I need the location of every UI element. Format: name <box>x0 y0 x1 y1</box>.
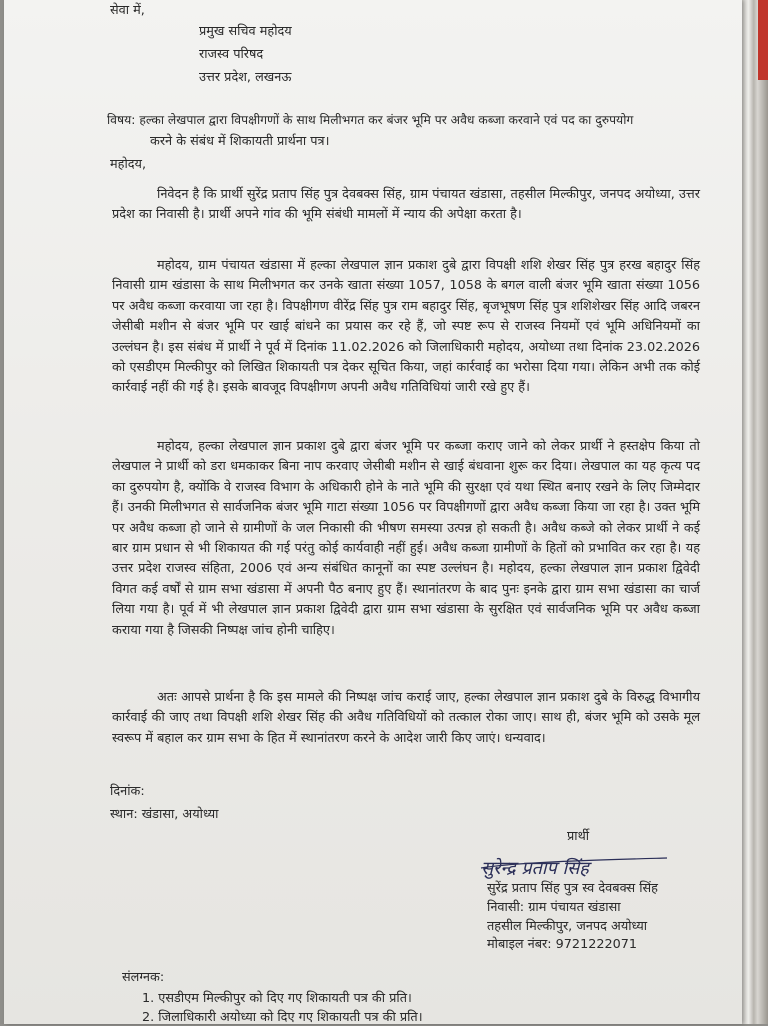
attachment-item-2: 2. जिलाधिकारी अयोध्या को दिए गए शिकायती पत्र की प्रति। <box>142 1010 423 1025</box>
greeting: महोदय, <box>110 157 147 172</box>
background-edge <box>742 0 768 1024</box>
attachment-item-1: 1. एसडीएम मिल्कीपुर को दिए गए शिकायती पत्र की प्रति। <box>142 991 412 1006</box>
applicant-label: प्रार्थी <box>567 829 590 844</box>
background-red-object <box>758 0 768 80</box>
salutation-to: सेवा में, <box>110 3 145 18</box>
signer-mobile: मोबाइल नंबर: 9721222071 <box>487 937 638 952</box>
addressee-line-3: उत्तर प्रदेश, लखनऊ <box>199 70 292 85</box>
attachments-label: संलग्नक: <box>122 970 165 985</box>
addressee-line-1: प्रमुख सचिव महोदय <box>199 24 292 39</box>
date-label: दिनांक: <box>110 784 145 799</box>
subject-line-2: करने के संबंध में शिकायती प्रार्थना पत्र। <box>150 134 330 149</box>
signer-address-2: तहसील मिल्कीपुर, जनपद अयोध्या <box>487 919 648 934</box>
signer-address-1: निवासी: ग्राम पंचायत खंडासा <box>487 900 621 915</box>
subject-line-1: विषय: हल्का लेखपाल द्वारा विपक्षीगणों के साथ मिलीभगत कर बंजर भूमि पर अवैध कब्जा करवाने एवं पद का दुरुपयोग <box>107 113 634 127</box>
paragraph-complaint: महोदय, ग्राम पंचायत खंडासा में हल्का लेखपाल ज्ञान प्रकाश दुबे द्वारा विपक्षी शशि शेखर सिंह पुत्र हरख बहादुर सिंह निवासी ग्राम खंडासा के साथ मिलीभगत कर उनके खाता संख्या 1057, 1058 के बगल वाली बंजर भूमि खाता संख्या 1056 पर अवैध कब्जा करवाया जा रहा है। विपक्षीगण वीरेंद्र सिंह पुत्र राम बहादुर सिंह, बृजभूषण सिंह पुत्र शशिशेखर सिंह आदि जबरन जेसीबी मशीन से बंजर भूमि पर खाई बांधने का प्रयास कर रहे हैं, जो स्पष्ट रूप से राजस्व नियमों एवं भूमि अधिनियमों का उल्लंघन है। इस संबंध में प्रार्थी ने पूर्व में दिनांक 11.02.2026 को जिलाधिकारी महोदय, अयोध्या तथा दिनांक 23.02.2026 को एसडीएम मिल्कीपुर को लिखित शिकायती पत्र देकर सूचित किया, जहां कार्रवाई का भरोसा दिया गया। लेकिन अभी तक कोई कार्रवाई नहीं की गई है। इसके बावजूद विपक्षीगण अपनी अवैध गतिविधियां जारी रखे हुए हैं। <box>112 258 700 396</box>
handwritten-signature <box>477 848 677 884</box>
paragraph-details: महोदय, हल्का लेखपाल ज्ञान प्रकाश दुबे द्वारा बंजर भूमि पर कब्जा कराए जाने को लेकर प्रार्थी ने हस्तक्षेप किया तो लेखपाल ने प्रार्थी को डरा धमकाकर बिना नाप करवाए जेसीबी मशीन से खाई बंधवाना शुरू कर दिया। लेखपाल का यह कृत्य पद का दुरुपयोग है, क्योंकि वे राजस्व विभाग के अधिकारी होने के नाते भूमि की सुरक्षा एवं यथा स्थित बनाए रखने के लिए जिम्मेदार हैं। उनकी मिलीभगत से सार्वजनिक बंजर भूमि गाटा संख्या 1056 पर विपक्षीगणों द्वारा अवैध कब्जा किया जा रहा है। उक्त भूमि पर अवैध कब्जा हो जाने से ग्रामीणों के जल निकासी की भीषण समस्या उत्पन्न हो सकती है। अवैध कब्जे को लेकर प्रार्थी ने कई बार ग्राम प्रधान से भी शिकायत की गई परंतु कोई कार्यवाही नहीं हुई। अवैध कब्जा ग्रामीणों के हितों को प्रभावित कर रहा है। यह उत्तर प्रदेश राजस्व संहिता, 2006 एवं अन्य संबंधित कानूनों का स्पष्ट उल्लंघन है। महोदय, हल्का लेखपाल ज्ञान प्रकाश द्विवेदी विगत कई वर्षों से ग्राम सभा खंडासा में अपनी पैठ बनाए हुए हैं। स्थानांतरण के बाद पुनः इनके द्वारा ग्राम सभा खंडासा का चार्ज लिया गया है। पूर्व में भी लेखपाल ज्ञान प्रकाश द्विवेदी द्वारा ग्राम सभा खंडासा के सुरक्षित एवं सार्वजनिक भूमि पर अवैध कब्जा कराया गया है जिसकी निष्पक्ष जांच होनी चाहिए। <box>112 439 700 638</box>
paragraph-request: अतः आपसे प्रार्थना है कि इस मामले की निष्पक्ष जांच कराई जाए, हल्का लेखपाल ज्ञान प्रकाश दुबे के विरुद्ध विभागीय कार्रवाई की जाए तथा विपक्षी शशि शेखर सिंह की अवैध गतिविधियों को तत्काल रोका जाए। साथ ही, बंजर भूमि को उसके मूल स्वरूप में बहाल कर ग्राम सभा के हित में स्थानांतरण करने के आदेश जारी किए जाएं। धन्यवाद। <box>112 690 700 746</box>
signer-name: सुरेंद्र प्रताप सिंह पुत्र स्व देवबक्स सिंह <box>487 881 658 896</box>
paragraph-intro: निवेदन है कि प्रार्थी सुरेंद्र प्रताप सिंह पुत्र देवबक्स सिंह, ग्राम पंचायत खंडासा, तहसील मिल्कीपुर, जनपद अयोध्या, उत्तर प्रदेश का निवासी है। प्रार्थी अपने गांव की भूमि संबंधी मामलों में न्याय की अपेक्षा करता है। <box>112 187 700 223</box>
addressee-line-2: राजस्व परिषद <box>199 47 264 62</box>
signature-text: सुरेन्द्र प्रताप सिंह <box>481 858 589 879</box>
letter-page <box>4 0 742 1024</box>
place: स्थान: खंडासा, अयोध्या <box>110 807 219 822</box>
